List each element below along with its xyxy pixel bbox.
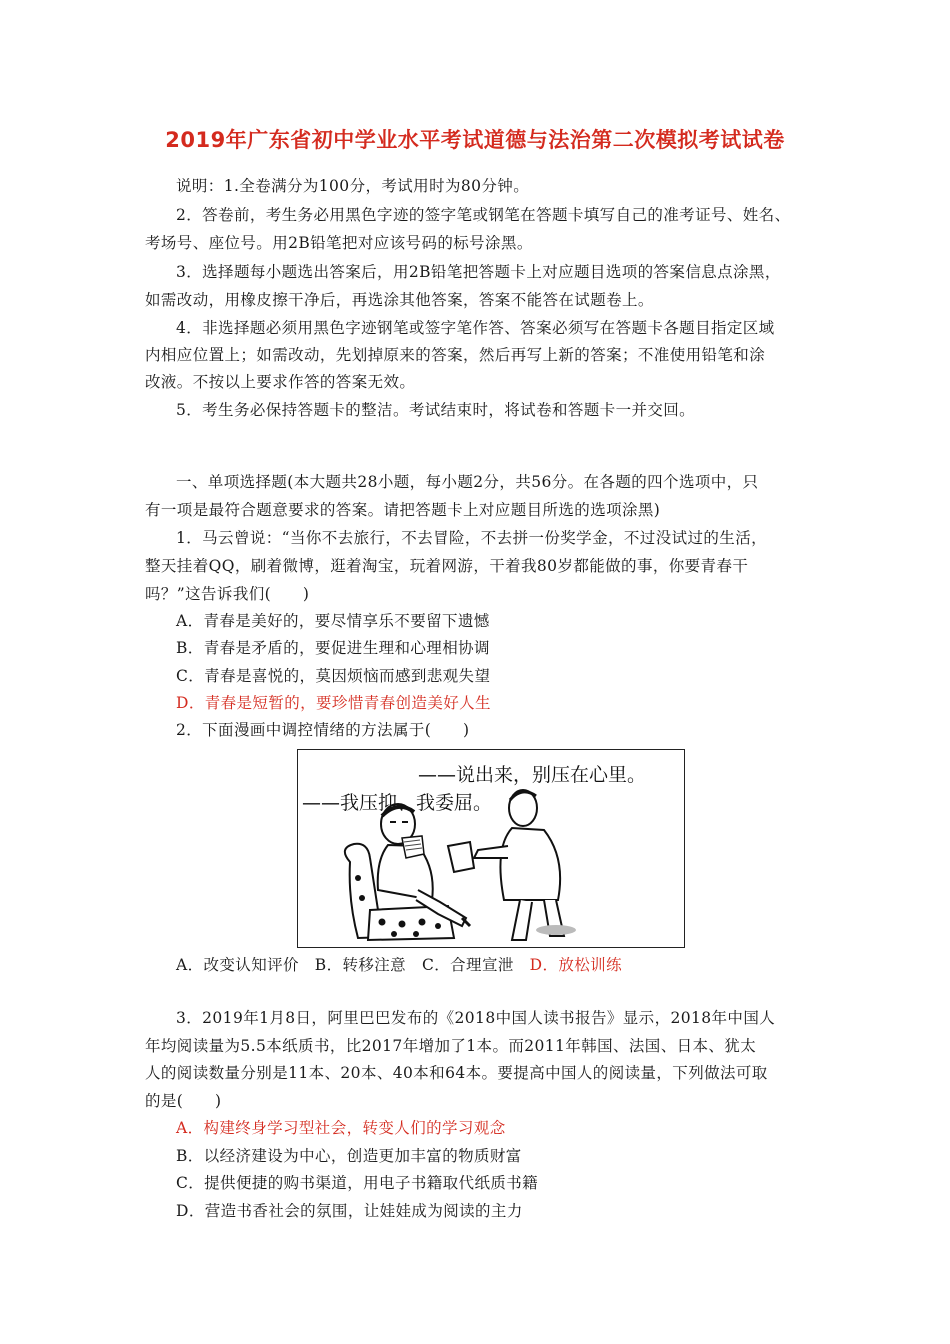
note-2: 2．答卷前，考生务必用黑色字迹的签字笔或钢笔在答题卡填写自己的准考证号、姓名、 — [176, 206, 791, 224]
q3-option-a-answer: A．构建终身学习型社会，转变人们的学习观念 — [176, 1119, 506, 1137]
q2-options — [176, 955, 846, 975]
q1-stem: 1．马云曾说：“当你不去旅行，不去冒险，不去拼一份奖学金，不过没试过的生活， — [176, 529, 767, 547]
q3-stem-cont3: 的是( ) — [145, 1092, 222, 1110]
note-3-cont: 如需改动，用橡皮擦干净后，再选涂其他答案，答案不能答在试题卷上。 — [145, 291, 654, 309]
note-5: 5．考生务必保持答题卡的整洁。考试结束时，将试卷和答题卡一并交回。 — [176, 401, 696, 419]
cartoon-caption-left: ——我压抑、我委屈。 — [302, 792, 493, 814]
q2-stem: 2．下面漫画中调控情绪的方法属于( ) — [176, 721, 470, 739]
q3-option-c: C．提供便捷的购书渠道，用电子书籍取代纸质书籍 — [176, 1174, 539, 1192]
q2-cartoon — [297, 749, 685, 948]
q1-stem-cont: 整天挂着QQ，刷着微博，逛着淘宝，玩着网游，干着我80岁都能做的事，你要青春干 — [145, 557, 749, 575]
q3-stem: 3．2019年1月8日，阿里巴巴发布的《2018中国人读书报告》显示，2018年中国人 — [176, 1009, 776, 1027]
q1-option-b: B．青春是矛盾的，要促进生理和心理相协调 — [176, 639, 490, 657]
q2-option-d-answer: D．放松训练 — [529, 956, 622, 974]
section-heading-cont: 有一项是最符合题意要求的答案。请把答题卡上对应题目所选的选项涂黑) — [145, 501, 661, 519]
q1-option-a: A．青春是美好的，要尽情享乐不要留下遗憾 — [176, 612, 490, 630]
cartoon-caption-top: ——说出来，别压在心里。 — [418, 764, 647, 786]
q3-stem-cont: 年均阅读量为5.5本纸质书，比2017年增加了1本。而2011年韩国、法国、日本、犹太 — [145, 1037, 757, 1055]
note-1: 说明：1.全卷满分为100分，考试用时为80分钟。 — [176, 177, 530, 195]
q2-options-abc: A．改变认知评价 B．转移注意 C．合理宣泄 — [176, 956, 530, 974]
q1-option-d-answer: D．青春是短暂的，要珍惜青春创造美好人生 — [176, 694, 491, 712]
q3-option-d: D．营造书香社会的氛围，让娃娃成为阅读的主力 — [176, 1202, 523, 1220]
note-4-cont: 内相应位置上；如需改动，先划掉原来的答案，然后再写上新的答案；不准使用铅笔和涂 — [145, 346, 766, 364]
q3-option-b: B．以经济建设为中心，创造更加丰富的物质财富 — [176, 1147, 522, 1165]
q1-stem-cont2: 吗？”这告诉我们( ) — [145, 585, 310, 603]
note-4: 4．非选择题必须用黑色字迹钢笔或签字笔作答、答案必须写在答题卡各题目指定区域 — [176, 319, 775, 337]
exam-title: 2019年广东省初中学业水平考试道德与法治第二次模拟考试试卷 — [165, 128, 785, 152]
section-heading: 一、单项选择题(本大题共28小题，每小题2分，共56分。在各题的四个选项中，只 — [176, 473, 759, 491]
note-4-cont2: 改液。不按以上要求作答的答案无效。 — [145, 373, 416, 391]
note-3: 3．选择题每小题选出答案后，用2B铅笔把答题卡上对应题目选项的答案信息点涂黑， — [176, 263, 781, 281]
q1-option-c: C．青春是喜悦的，莫因烦恼而感到悲观失望 — [176, 667, 491, 685]
note-2-cont: 考场号、座位号。用2B铅笔把对应该号码的标号涂黑。 — [145, 234, 533, 252]
q3-stem-cont2: 人的阅读数量分别是11本、20本、40本和64本。要提高中国人的阅读量，下列做法可取 — [145, 1064, 768, 1082]
